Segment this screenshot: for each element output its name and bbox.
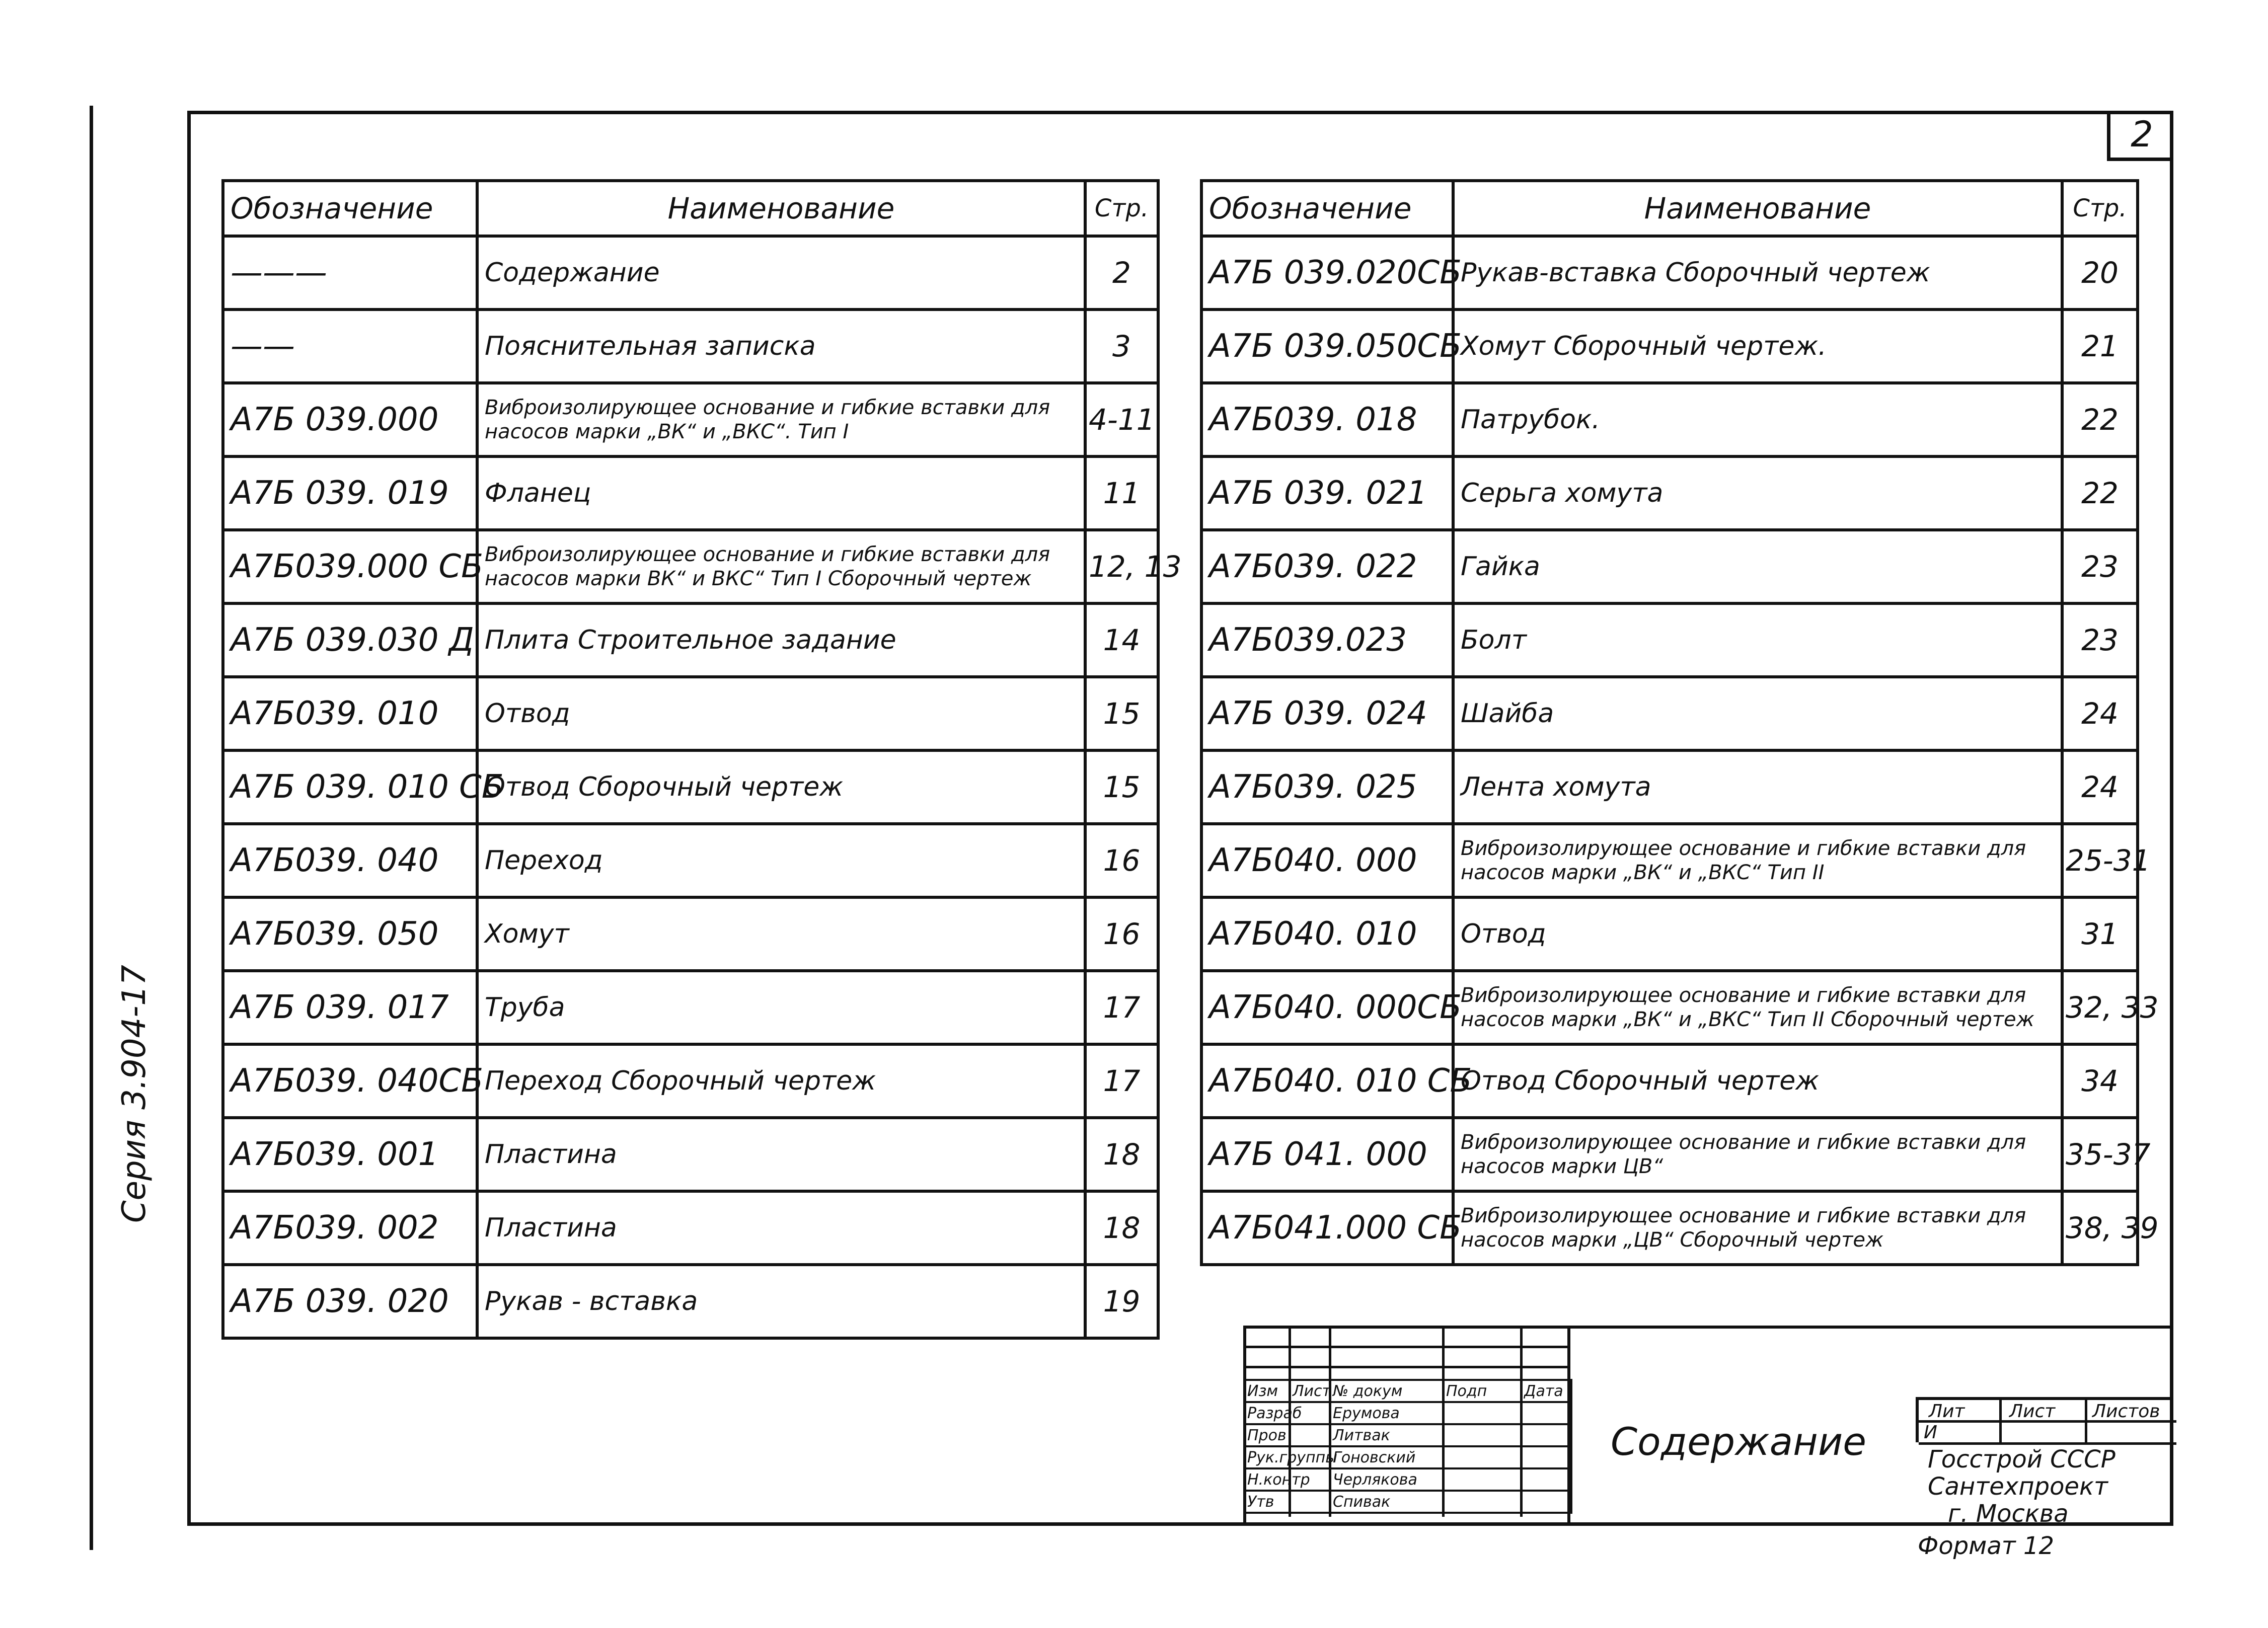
row-name: Отвод: [1453, 897, 2062, 971]
row-page: 31: [2062, 897, 2138, 971]
staff-date: [1521, 1468, 1571, 1491]
row-code: А7Б 039.020СБ: [1201, 236, 1453, 309]
row-code: А7Б039. 050: [223, 897, 477, 971]
row-name: Содержание: [477, 236, 1085, 309]
row-name: Виброизолирующее основание и гибкие вставки для насосов марки ВК“ и ВКС“ Тип I Сборочный чертеж: [477, 530, 1085, 603]
row-page: 4-11: [1085, 383, 1158, 456]
staff-role: Разраб: [1244, 1402, 1330, 1424]
staff-table: [1243, 1379, 1572, 1514]
table-row: [1201, 677, 2138, 750]
row-name: Виброизолирующее основание и гибкие вставки для насосов марки „ЦВ“ Сборочный чертеж: [1453, 1191, 2062, 1265]
row-code: А7Б 039.030 Д: [223, 603, 477, 677]
row-code: А7Б 039. 024: [1201, 677, 1453, 750]
row-page: 11: [1085, 456, 1158, 530]
org-line: Сантехпроект: [1928, 1472, 2108, 1501]
row-page: 34: [2062, 1044, 2138, 1118]
row-page: 2: [1085, 236, 1158, 309]
row-page: 22: [2062, 456, 2138, 530]
row-name: Патрубок.: [1453, 383, 2062, 456]
row-page: 22: [2062, 383, 2138, 456]
contents-table-left: [221, 179, 1182, 1340]
revision-rows: [1243, 1326, 1570, 1382]
margin-line: [90, 106, 93, 1550]
table-row: [223, 530, 1158, 603]
row-name: Виброизолирующее основание и гибкие вставки для насосов марки „ВК“ и „ВКС“ Тип II: [1453, 824, 2062, 897]
row-page: 32, 33: [2062, 971, 2138, 1044]
col-header: № докум: [1330, 1380, 1443, 1402]
table-row: [223, 1044, 1158, 1118]
header-page: Стр.: [2062, 181, 2138, 236]
row-code: А7Б039. 001: [223, 1118, 477, 1191]
table-row: [223, 1265, 1158, 1338]
table-row: [223, 236, 1158, 309]
row-name: Переход Сборочный чертеж: [477, 1044, 1085, 1118]
row-code: А7Б039. 040СБ: [223, 1044, 477, 1118]
row-code: А7Б040. 010 СБ: [1201, 1044, 1453, 1118]
table-row: [223, 897, 1158, 971]
table-row: [1201, 530, 2138, 603]
row-name: Фланец: [477, 456, 1085, 530]
row-code: А7Б040. 000: [1201, 824, 1453, 897]
row-page: 20: [2062, 236, 2138, 309]
lit-value: И: [1924, 1422, 1937, 1443]
contents-table-right: [1200, 179, 2159, 1266]
table-row: [1201, 309, 2138, 383]
staff-date: [1521, 1424, 1571, 1446]
row-page: 17: [1085, 1044, 1158, 1118]
document-title: Содержание: [1611, 1419, 1866, 1464]
lit-block: [1916, 1397, 2173, 1442]
row-code: А7Б039. 018: [1201, 383, 1453, 456]
table-row: [223, 456, 1158, 530]
row-page: 25-31: [2062, 824, 2138, 897]
lit-header: Лит: [1929, 1401, 1965, 1422]
row-name: Пластина: [477, 1118, 1085, 1191]
row-code: А7Б039. 040: [223, 824, 477, 897]
table-row: [1201, 1191, 2138, 1265]
staff-name: Гоновский: [1330, 1446, 1443, 1468]
row-code: А7Б 039.000: [223, 383, 477, 456]
staff-signature: [1443, 1424, 1521, 1446]
header-code: Обозначение: [223, 181, 477, 236]
staff-name: Спивак: [1330, 1491, 1443, 1513]
col-header: Лист: [1290, 1380, 1330, 1402]
staff-row: [1244, 1468, 1571, 1491]
staff-date: [1521, 1491, 1571, 1513]
table-row: [1201, 824, 2138, 897]
row-code: А7Б 039. 010 СБ: [223, 750, 477, 824]
row-name: Болт: [1453, 603, 2062, 677]
table-row: [1201, 1118, 2138, 1191]
row-name: Труба: [477, 971, 1085, 1044]
organization: [1928, 1446, 2115, 1527]
header-name: Наименование: [477, 181, 1085, 236]
row-name: Отвод: [477, 677, 1085, 750]
row-page: 12, 13: [1085, 530, 1158, 603]
staff-role: Рук.группы: [1244, 1446, 1330, 1468]
row-code: А7Б 039. 019: [223, 456, 477, 530]
org-line: г. Москва: [1948, 1499, 2069, 1528]
table-row: [223, 971, 1158, 1044]
row-code: А7Б040. 010: [1201, 897, 1453, 971]
row-code: А7Б041.000 СБ: [1201, 1191, 1453, 1265]
staff-name: Ерумова: [1330, 1402, 1443, 1424]
row-page: 16: [1085, 824, 1158, 897]
table-row: [223, 677, 1158, 750]
row-page: 16: [1085, 897, 1158, 971]
row-name: Виброизолирующее основание и гибкие вставки для насосов марки „ВК“ и „ВКС“. Тип I: [477, 383, 1085, 456]
row-name: Лента хомута: [1453, 750, 2062, 824]
row-code: А7Б040. 000СБ: [1201, 971, 1453, 1044]
row-page: 21: [2062, 309, 2138, 383]
row-page: 19: [1085, 1265, 1158, 1338]
header-code: Обозначение: [1201, 181, 1453, 236]
row-page: 15: [1085, 750, 1158, 824]
row-page: 35-37: [2062, 1118, 2138, 1191]
row-code: А7Б 039. 020: [223, 1265, 477, 1338]
row-page: 18: [1085, 1118, 1158, 1191]
sheet-header: Лист: [2009, 1401, 2056, 1422]
row-name: Хомут: [477, 897, 1085, 971]
row-name: Плита Строительное задание: [477, 603, 1085, 677]
col-header: Подп: [1443, 1380, 1521, 1402]
row-code: ———: [223, 236, 477, 309]
row-name: Виброизолирующее основание и гибкие вставки для насосов марки ЦВ“: [1453, 1118, 2062, 1191]
table-row: [1201, 456, 2138, 530]
staff-signature: [1443, 1446, 1521, 1468]
row-code: А7Б 039. 021: [1201, 456, 1453, 530]
staff-header-row: [1244, 1380, 1571, 1402]
row-page: 3: [1085, 309, 1158, 383]
row-name: Пояснительная записка: [477, 309, 1085, 383]
staff-name: Литвак: [1330, 1424, 1443, 1446]
staff-row: [1244, 1491, 1571, 1513]
staff-row: [1244, 1424, 1571, 1446]
staff-signature: [1443, 1491, 1521, 1513]
table-row: [223, 309, 1158, 383]
table-row: [223, 1118, 1158, 1191]
row-code: А7Б039. 010: [223, 677, 477, 750]
format-label: Формат 12: [1918, 1532, 2055, 1560]
staff-date: [1521, 1402, 1571, 1424]
row-page: 38, 39: [2062, 1191, 2138, 1265]
row-code: А7Б039.023: [1201, 603, 1453, 677]
header-name: Наименование: [1453, 181, 2062, 236]
sheet-number-box: [2107, 111, 2173, 161]
staff-signature: [1443, 1402, 1521, 1424]
row-code: А7Б039. 022: [1201, 530, 1453, 603]
table-header: [1201, 181, 2138, 236]
row-code: А7Б 041. 000: [1201, 1118, 1453, 1191]
table-row: [223, 383, 1158, 456]
row-name: Шайба: [1453, 677, 2062, 750]
row-page: 24: [2062, 750, 2138, 824]
table-row: [1201, 383, 2138, 456]
row-name: Гайка: [1453, 530, 2062, 603]
row-code: ——: [223, 309, 477, 383]
row-name: Отвод Сборочный чертеж: [477, 750, 1085, 824]
table-row: [1201, 603, 2138, 677]
row-code: А7Б039.000 СБ: [223, 530, 477, 603]
staff-role: Утв: [1244, 1491, 1330, 1513]
row-name: Хомут Сборочный чертеж.: [1453, 309, 2062, 383]
table-row: [1201, 750, 2138, 824]
table-row: [1201, 236, 2138, 309]
table-row: [223, 750, 1158, 824]
row-page: 23: [2062, 530, 2138, 603]
row-code: А7Б 039. 017: [223, 971, 477, 1044]
row-name: Отвод Сборочный чертеж: [1453, 1044, 2062, 1118]
row-page: 23: [2062, 603, 2138, 677]
table-row: [1201, 1044, 2138, 1118]
staff-row: [1244, 1402, 1571, 1424]
table-header: [223, 181, 1158, 236]
row-name: Виброизолирующее основание и гибкие вставки для насосов марки „ВК“ и „ВКС“ Тип II Сборочный чертеж: [1453, 971, 2062, 1044]
row-page: 15: [1085, 677, 1158, 750]
table-row: [1201, 971, 2138, 1044]
staff-role: Н.контр: [1244, 1468, 1330, 1491]
row-name: Пластина: [477, 1191, 1085, 1265]
header-page: Стр.: [1085, 181, 1158, 236]
row-page: 24: [2062, 677, 2138, 750]
row-name: Серьга хомута: [1453, 456, 2062, 530]
staff-signature: [1443, 1468, 1521, 1491]
row-name: Рукав-вставка Сборочный чертеж: [1453, 236, 2062, 309]
sheet-number: 2: [2131, 113, 2153, 155]
staff-row: [1244, 1446, 1571, 1468]
row-name: Рукав - вставка: [477, 1265, 1085, 1338]
table-row: [223, 603, 1158, 677]
table-row: [1201, 897, 2138, 971]
row-name: Переход: [477, 824, 1085, 897]
row-page: 17: [1085, 971, 1158, 1044]
staff-role: Пров: [1244, 1424, 1330, 1446]
row-code: А7Б039. 002: [223, 1191, 477, 1265]
row-code: А7Б039. 025: [1201, 750, 1453, 824]
col-header: Изм: [1244, 1380, 1290, 1402]
table-row: [223, 824, 1158, 897]
row-page: 18: [1085, 1191, 1158, 1265]
col-header: Дата: [1521, 1380, 1571, 1402]
row-page: 14: [1085, 603, 1158, 677]
staff-date: [1521, 1446, 1571, 1468]
org-line: Госстрой СССР: [1928, 1445, 2115, 1474]
sheets-header: Листов: [2092, 1401, 2160, 1422]
table-row: [223, 1191, 1158, 1265]
staff-name: Черлякова: [1330, 1468, 1443, 1491]
series-label: Серия 3.904-17: [116, 965, 153, 1223]
row-code: А7Б 039.050СБ: [1201, 309, 1453, 383]
